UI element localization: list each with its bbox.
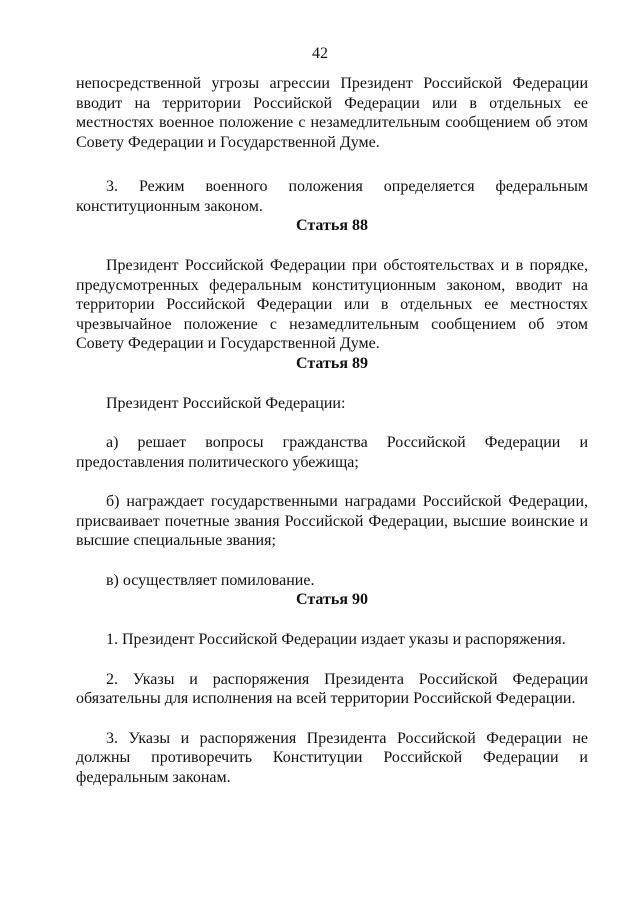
article-89-heading: Статья 89	[296, 354, 368, 372]
paragraph-continuation: непосредственной угрозы агрессии Президент Российской Федерации вводит на территории Российской Федерации или в отдельных ее местностях военное положение с незамедлительным сообщением об этом Совету Федерации и Государственной Думе.	[76, 75, 588, 151]
article-88-heading: Статья 88	[296, 217, 368, 234]
document-body	[76, 74, 588, 787]
article-88-text: Президент Российской Федерации при обстоятельствах и в порядке, предусмотренных федеральным конституционным законом, вводит на территории Российской Федерации или в отдельных ее местностях чрезвычайное положение с незамедлительным сообщением об этом Совету Федерации и Государственной Думе.	[76, 257, 588, 352]
article-90-item-1: 1. Президент Российской Федерации издает указы и распоряжения.	[106, 631, 566, 648]
article-89-item-c: в) осуществляет помилование.	[106, 571, 315, 589]
article-90-heading: Статья 90	[296, 591, 368, 608]
page-number: 42	[312, 45, 328, 62]
paragraph-martial-law-regime: 3. Режим военного положения определяется федеральным конституционным законом.	[76, 178, 588, 215]
article-90-item-2: 2. Указы и распоряжения Президента Российской Федерации обязательны для исполнения на всей территории Российской Федерации.	[76, 670, 588, 707]
article-89-item-a: а) решает вопросы гражданства Российской Федерации и предоставления политического убежища;	[76, 434, 588, 471]
article-89-item-b: б) награждает государственными наградами Российской Федерации, присваивает почетные звания Российской Федерации, высшие воинские и высшие специальные звания;	[76, 493, 588, 549]
article-90-item-3: 3. Указы и распоряжения Президента Российской Федерации не должны противоречить Конституции Российской Федерации и федеральным законам.	[76, 729, 588, 786]
article-89-intro: Президент Российской Федерации:	[106, 394, 346, 412]
